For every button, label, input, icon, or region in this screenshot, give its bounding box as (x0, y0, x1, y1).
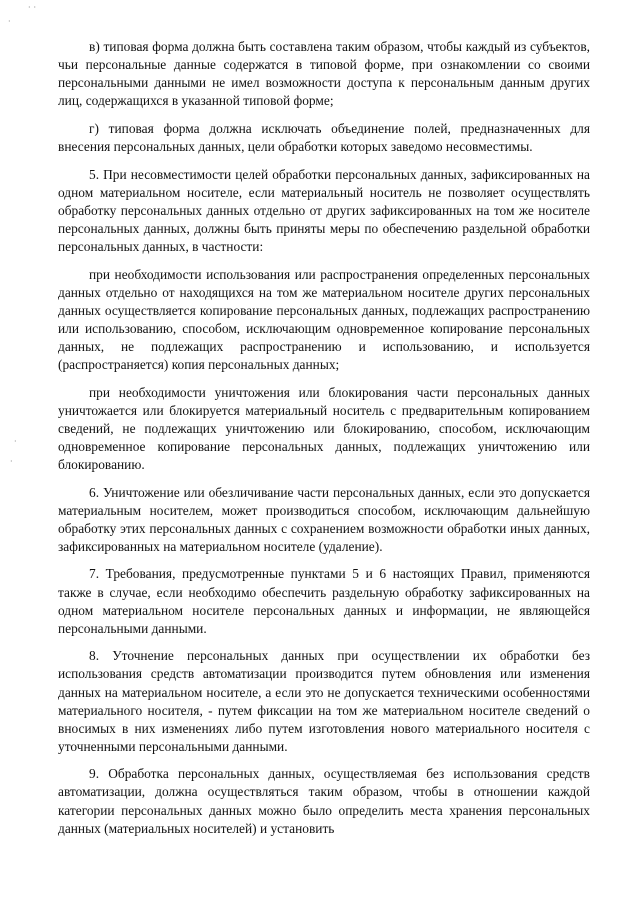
paragraph-9: 9. Обработка персональных данных, осуществляемая без использования средств автоматизации, должна осуществляться таким образом, чтобы в отношении каждой категории персональных данных можно было определить места хранения персональных данных (материальных носителей) и установить (58, 766, 590, 836)
scan-speck-dots: ·· (28, 3, 40, 12)
paragraph-v: в) типовая форма должна быть составлена таким образом, чтобы каждый из субъектов, чьи персональные данные содержатся в типовой форме, при ознакомлении со своими персональными данными не имел возможности доступа к персональным данным других лиц, содержащихся в указанной типовой форме; (58, 39, 590, 109)
scan-speck-dot: · (10, 457, 13, 466)
document-body (58, 38, 590, 847)
paragraph-5-copying: при необходимости использования или распространения определенных персональных данных отдельно от находящихся на том же материальном носителе других персональных данных осуществляется копирование персональных данных, подлежащих распространению или использованию, способом, исключающим одновременное копирование персональных данных, не подлежащих распространению и использованию, и используется (распространяется) копия персональных данных; (58, 266, 590, 372)
paragraph-5-destruction: при необходимости уничтожения или блокирования части персональных данных уничтожается или блокируется материальный носитель с предварительным копированием сведений, не подлежащих уничтожению или блокированию, способом, исключающим одновременное копирование персональных данных, подлежащих уничтожению или блокированию. (58, 384, 590, 472)
paragraph-5: 5. При несовместимости целей обработки персональных данных, зафиксированных на одном материальном носителе, если материальный носитель не позволяет осуществлять обработку персональных данных отдельно от других зафиксированных на том же носителе персональных данных, должны быть приняты меры по обеспечению раздельной обработки персональных данных, в частности: (58, 166, 590, 254)
paragraph-g: г) типовая форма должна исключать объединение полей, предназначенных для внесения персональных данных, цели обработки которых заведомо несовместимы. (58, 120, 590, 154)
paragraph-8: 8. Уточнение персональных данных при осуществлении их обработки без использования средств автоматизации производится путем обновления или изменения данных на материальном носителе, а если это не допускается техническими особенностями материального носителя, - путем фиксации на том же материальном носителе сведений о вносимых в них изменениях либо путем изготовления нового материального носителя с уточненными персональными данными. (58, 648, 590, 754)
paragraph-7: 7. Требования, предусмотренные пунктами 5 и 6 настоящих Правил, применяются также в случае, если необходимо обеспечить раздельную обработку зафиксированных на одном материальном носителе персональных данных и информации, не являющейся персональными данными. (58, 566, 590, 636)
scan-speck-dot: · (14, 437, 17, 446)
scan-speck-dot: · (8, 17, 11, 26)
paragraph-6: 6. Уничтожение или обезличивание части персональных данных, если это допускается материальным носителем, может производиться способом, исключающим дальнейшую обработку этих персональных данных с сохранением возможности обработки иных данных, зафиксированных на материальном носителе (удаление). (58, 484, 590, 554)
